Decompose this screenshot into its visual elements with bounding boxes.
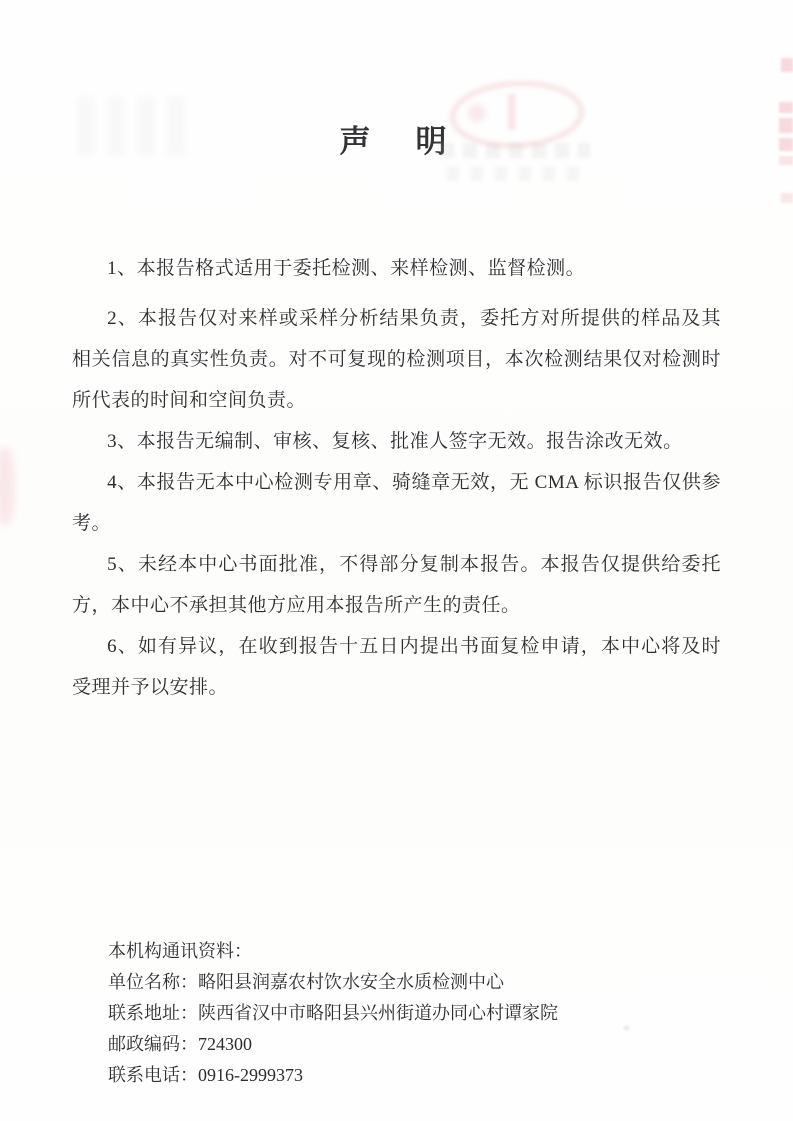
contact-heading: 本机构通讯资料： bbox=[108, 941, 252, 961]
declaration-item-2: 2、本报告仅对来样或采样分析结果负责，委托方对所提供的样品及其相关信息的真实性负责。对不可复现的检测项目，本次检测结果仅对检测时所代表的时间和空间负责。 bbox=[72, 308, 721, 411]
declaration-item-6: 6、如有异议，在收到报告十五日内提出书面复检申请，本中心将及时受理并予以安排。 bbox=[72, 636, 721, 698]
contact-line-phone bbox=[108, 1060, 721, 1091]
ink-bleed-right-edge bbox=[779, 156, 793, 165]
declaration-body bbox=[72, 248, 721, 708]
declaration-item-5: 5、未经本中心书面批准，不得部分复制本报告。本报告仅提供给委托方，本中心不承担其他方应用本报告所产生的责任。 bbox=[72, 554, 721, 616]
contact-label: 联系地址： bbox=[108, 1003, 198, 1023]
contact-value: 724300 bbox=[198, 1034, 252, 1054]
declaration-item-3: 3、本报告无编制、审核、复核、批准人签字无效。报告涂改无效。 bbox=[107, 431, 683, 452]
contact-label: 单位名称： bbox=[108, 972, 198, 992]
ink-bleed-right-edge bbox=[781, 193, 793, 203]
contact-block bbox=[72, 936, 721, 1091]
contact-value: 0916-2999373 bbox=[198, 1065, 303, 1085]
text-bleedthrough-smudge bbox=[447, 166, 587, 181]
ink-bleed-right-edge bbox=[781, 58, 793, 72]
contact-value: 陕西省汉中市略阳县兴州街道办同心村谭家院 bbox=[198, 1003, 558, 1023]
declaration-item-1: 1、本报告格式适用于委托检测、来样检测、监督检测。 bbox=[107, 258, 586, 279]
contact-label: 邮政编码： bbox=[108, 1034, 198, 1054]
contact-value: 略阳县润嘉农村饮水安全水质检测中心 bbox=[198, 972, 504, 992]
contact-line-address bbox=[108, 998, 721, 1029]
contact-label: 联系电话： bbox=[108, 1065, 198, 1085]
ink-bleed-right-edge bbox=[779, 118, 793, 133]
declaration-item-4: 4、本报告无本中心检测专用章、骑缝章无效，无 CMA 标识报告仅供参考。 bbox=[72, 472, 721, 534]
page-title: 声 明 bbox=[339, 124, 454, 159]
ink-bleed-left-edge bbox=[0, 447, 15, 525]
ink-bleed-right-edge bbox=[779, 102, 793, 113]
ink-bleed-right-edge bbox=[779, 138, 793, 151]
contact-line-org-name bbox=[108, 967, 721, 998]
contact-line-postcode bbox=[108, 1029, 721, 1060]
